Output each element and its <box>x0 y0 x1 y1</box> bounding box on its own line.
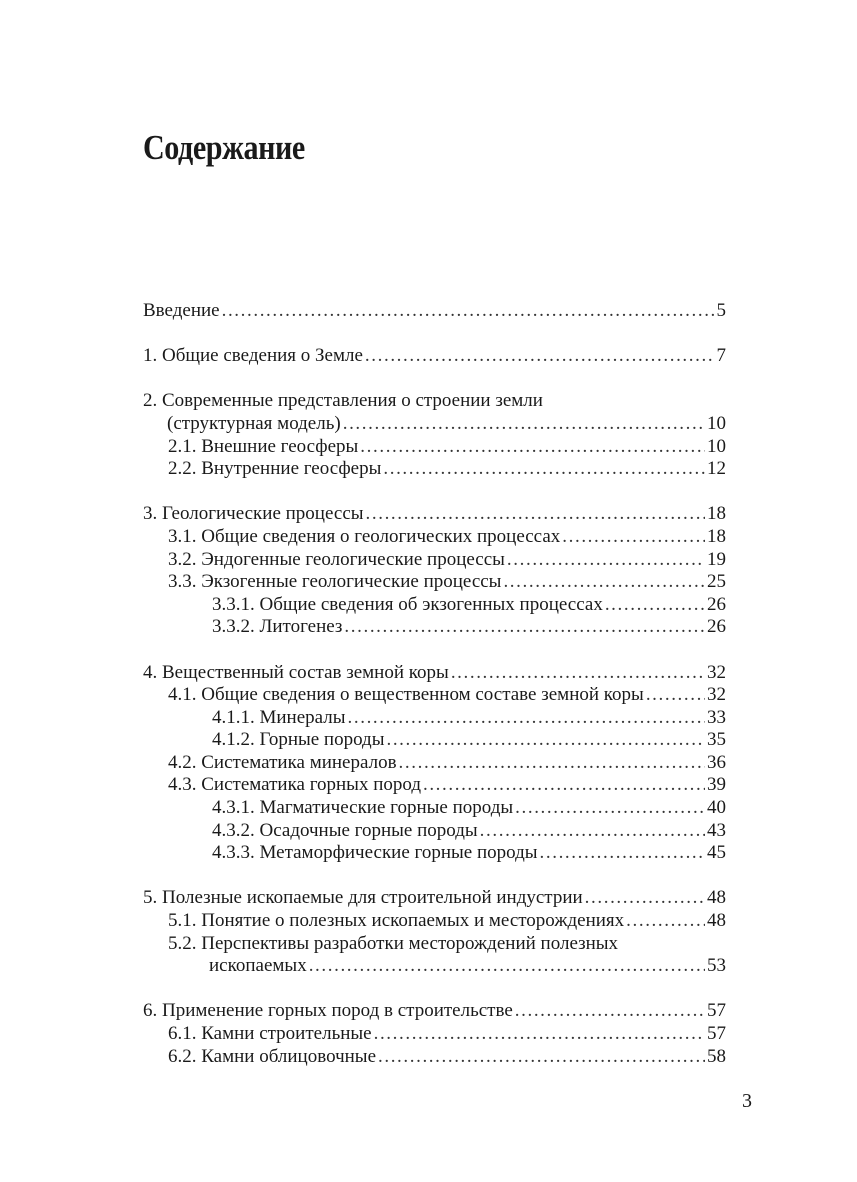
toc-entry: 4.3.2. Осадочные горные породы ..... 43 <box>143 820 726 843</box>
toc-entry: 3.3.2. Литогенез ..... 26 <box>143 616 726 639</box>
toc-entry: 4.1.2. Горные породы ..... 35 <box>143 729 726 752</box>
toc-entry: 1. Общие сведения о Земле ..... 7 <box>143 345 726 368</box>
toc-entry: 4. Вещественный состав земной коры ..... 32 <box>143 662 726 685</box>
toc-entry: 4.2. Систематика минералов ..... 36 <box>143 752 726 775</box>
table-of-contents <box>143 300 726 1068</box>
toc-entry: 5.1. Понятие о полезных ископаемых и месторождениях ..... 48 <box>143 910 726 933</box>
page-title: Содержание <box>143 128 305 167</box>
toc-entry: 4.3. Систематика горных пород ..... 39 <box>143 774 726 797</box>
toc-entry: 3. Геологические процессы ..... 18 <box>143 503 726 526</box>
toc-entry: 2.2. Внутренние геосферы ..... 12 <box>143 458 726 481</box>
toc-entry: 3.2. Эндогенные геологические процессы ..... 19 <box>143 549 726 572</box>
toc-entry: 6. Применение горных пород в строительстве ..... 57 <box>143 1000 726 1023</box>
toc-entry: ископаемых ..... 53 <box>143 955 726 978</box>
toc-entry: 4.1. Общие сведения о вещественном составе земной коры ..... 32 <box>143 684 726 707</box>
toc-entry: 2.1. Внешние геосферы ..... 10 <box>143 436 726 459</box>
toc-entry: 5.2. Перспективы разработки месторождений полезных <box>168 932 619 954</box>
toc-entry: Введение ..... 5 <box>143 300 726 323</box>
page-number: 3 <box>742 1090 752 1112</box>
toc-entry: (структурная модель) ..... 10 <box>143 413 726 436</box>
toc-entry: 5. Полезные ископаемые для строительной индустрии ..... 48 <box>143 887 726 910</box>
toc-entry: 6.2. Камни облицовочные ..... 58 <box>143 1046 726 1069</box>
toc-entry: 3.3.1. Общие сведения об экзогенных процессах ..... 26 <box>143 594 726 617</box>
toc-entry: 2. Современные представления о строении земли <box>143 390 543 412</box>
toc-entry: 6.1. Камни строительные ..... 57 <box>143 1023 726 1046</box>
toc-entry: 4.3.1. Магматические горные породы ..... 40 <box>143 797 726 820</box>
toc-entry: 3.1. Общие сведения о геологических процессах ..... 18 <box>143 526 726 549</box>
toc-entry: 4.3.3. Метаморфические горные породы ..... 45 <box>143 842 726 865</box>
toc-entry: 4.1.1. Минералы ..... 33 <box>143 707 726 730</box>
toc-entry: 3.3. Экзогенные геологические процессы ..... 25 <box>143 571 726 594</box>
